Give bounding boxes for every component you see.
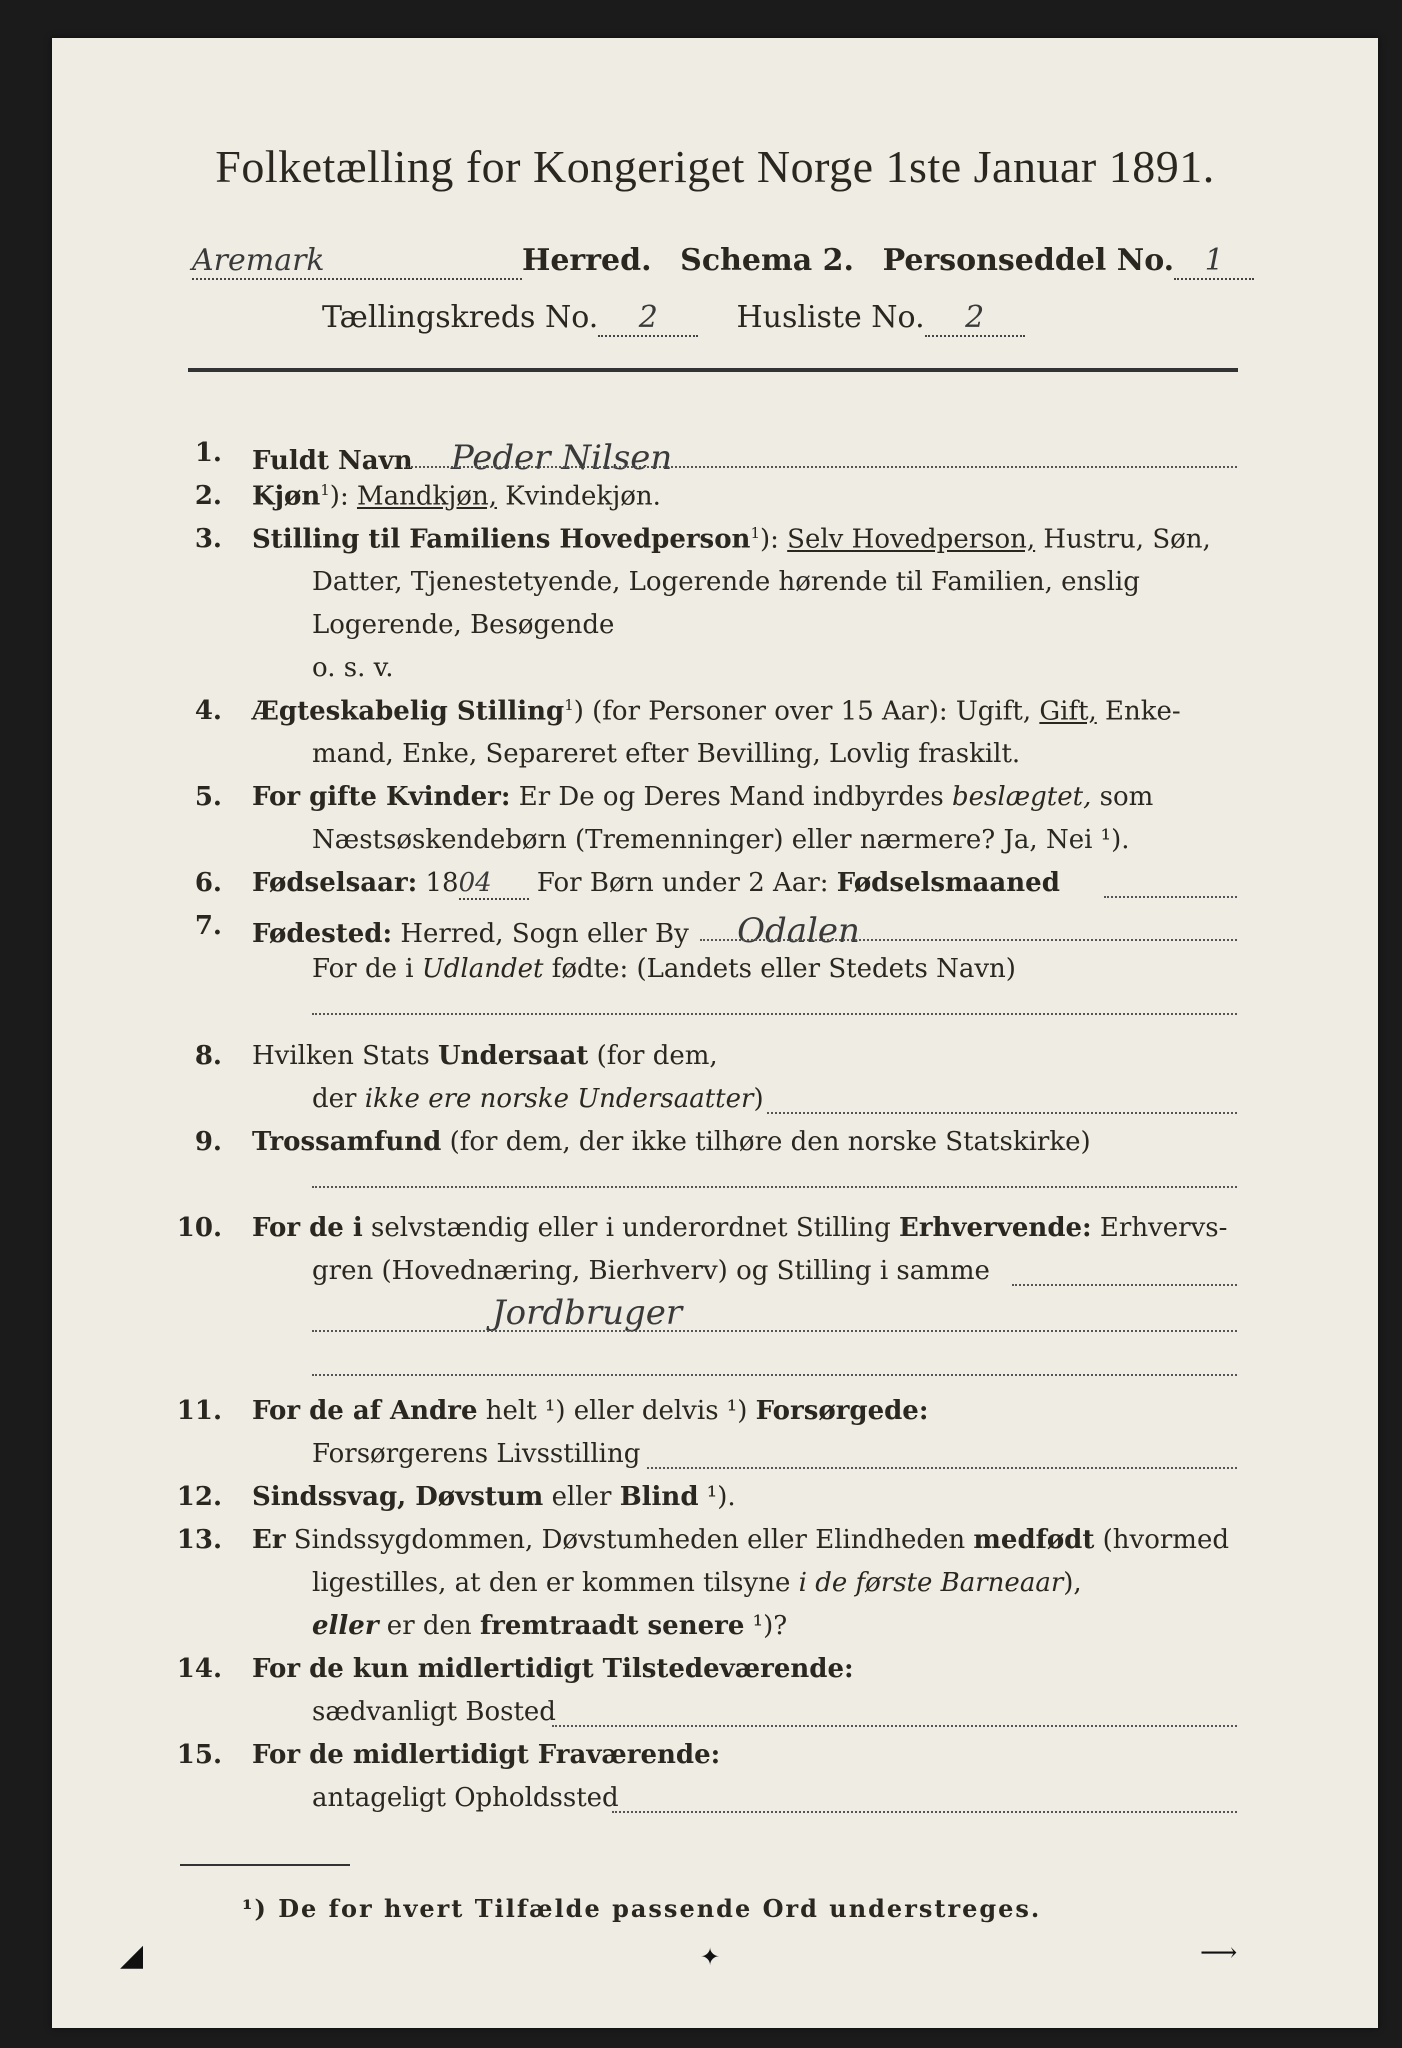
q2-label: Kjøn: [252, 481, 321, 512]
q12-label2: Blind: [619, 1482, 699, 1512]
q8-row: [252, 1041, 718, 1071]
husliste-value: 2: [925, 300, 1025, 337]
q2-sup: 1: [320, 481, 330, 499]
kreds-line: [322, 300, 1025, 337]
q6-rest: For Børn under 2 Aar:: [528, 868, 837, 898]
q13-line3: [312, 1611, 787, 1641]
q3-number: 3.: [194, 524, 222, 554]
q13-label2: medfødt: [973, 1525, 1095, 1555]
q4-row: [252, 696, 1181, 727]
q5-label: For gifte Kvinder:: [252, 782, 511, 812]
q9-label: Trossamfund: [252, 1127, 442, 1157]
q9-fill-line: [312, 1186, 1237, 1188]
q3-row: [252, 524, 1211, 555]
q8-rest-a: Hvilken Stats: [252, 1041, 438, 1071]
q13-rest2: (hvormed: [1094, 1525, 1229, 1555]
q8-line2-italic: ikke ere norske Undersaatter: [364, 1084, 754, 1114]
census-form-sheet: [52, 38, 1378, 2028]
q8-line2: [312, 1084, 764, 1114]
q2-rest-a: ):: [329, 481, 357, 512]
q7-label: Fødested:: [252, 919, 393, 949]
personseddel-value: 1: [1174, 243, 1254, 280]
q12-number: 12.: [176, 1482, 222, 1512]
q11-label2: Forsørgede:: [755, 1396, 929, 1426]
q3-rest: Hustru, Søn,: [1035, 524, 1211, 555]
q5-number: 5.: [194, 782, 222, 812]
husliste-label: Husliste No.: [736, 300, 925, 335]
q13-line2-italic: i de første Barneaar: [798, 1568, 1064, 1598]
q2-selected: Mandkjøn,: [356, 481, 497, 512]
q7-line2-italic: Udlandet: [421, 954, 544, 984]
q10-number: 10.: [176, 1213, 222, 1243]
q14-fill-line: [552, 1725, 1237, 1727]
q7-line2-b: fødte: (Landets eller Stedets Navn): [543, 954, 1016, 984]
q11-rest: helt ¹) eller delvis ¹): [477, 1396, 756, 1426]
q10-label2: Erhvervende:: [899, 1213, 1092, 1243]
q6-label2: Fødselsmaaned: [836, 868, 1060, 898]
footnote: ¹) De for hvert Tilfælde passende Ord understreges.: [242, 1894, 1042, 1923]
q13-line2-a: ligestilles, at den er kommen tilsyne: [312, 1568, 799, 1598]
corner-mark-left: ◢: [120, 1938, 144, 1973]
q4-rest-a: ) (for Personer over 15 Aar): Ugift,: [573, 696, 1040, 727]
q13-number: 13.: [176, 1525, 222, 1555]
q7-fill-line: [700, 939, 1237, 941]
q10-fill-line-3: [312, 1374, 1237, 1376]
q1-label: Fuldt Navn: [252, 446, 413, 476]
q7-line2: [312, 954, 1016, 984]
q12-rest2: ¹).: [698, 1482, 736, 1512]
q7-extra-line: [312, 1013, 1237, 1015]
q4-number: 4.: [194, 696, 222, 726]
q3-sup: 1: [750, 524, 760, 542]
q1-number: 1.: [194, 438, 222, 468]
q6-row: [252, 868, 1060, 900]
q9-rest: (for dem, der ikke tilhøre den norske Statskirke): [441, 1127, 1091, 1157]
q11-row: [252, 1396, 928, 1426]
q6-number: 6.: [194, 868, 222, 898]
q3-line2: Datter, Tjenestetyende, Logerende hørende til Familien, enslig: [312, 567, 1140, 597]
header-rule: [188, 368, 1238, 372]
q10-rest: selvstændig eller i underordnet Stilling: [362, 1213, 899, 1243]
q12-rest: eller: [543, 1482, 620, 1512]
q7-rest: Herred, Sogn eller By: [392, 919, 689, 949]
q10-row: [252, 1213, 1227, 1243]
q15-fill-line: [612, 1811, 1237, 1813]
q4-sup: 1: [564, 696, 574, 714]
q4-rest-b: Enke-: [1096, 696, 1181, 727]
herred-label: Herred.: [522, 243, 652, 278]
q2-row: [252, 481, 661, 512]
q5-row: [252, 782, 1153, 812]
q9-row: [252, 1127, 1091, 1157]
q3-label: Stilling til Familiens Hovedperson: [252, 524, 751, 555]
q13-label: Er: [252, 1525, 286, 1555]
q14-line2: sædvanligt Bosted: [312, 1697, 556, 1727]
corner-mark-center: ✦: [700, 1943, 721, 1971]
q13-rest: Sindssygdommen, Døvstumheden eller Elindheden: [285, 1525, 974, 1555]
schema-label: Schema 2.: [680, 243, 854, 278]
form-title: Folketælling for Kongeriget Norge 1ste Januar 1891.: [215, 141, 1215, 192]
q13-line2-b: ),: [1063, 1568, 1082, 1598]
q1-value: Peder Nilsen: [450, 438, 673, 478]
q4-line2: mand, Enke, Separeret efter Bevilling, Lovlig fraskilt.: [312, 739, 1021, 769]
q2-number: 2.: [194, 481, 222, 511]
q11-number: 11.: [176, 1396, 222, 1426]
q1-fill-line: [407, 466, 1237, 468]
q5-rest: Er De og Deres Mand indbyrdes: [510, 782, 953, 812]
q8-number: 8.: [194, 1041, 222, 1071]
q4-label: Ægteskabelig Stilling: [252, 696, 565, 727]
q3-line3: Logerende, Besøgende: [312, 610, 615, 640]
q11-fill-line: [647, 1467, 1237, 1469]
q1-row: [252, 438, 672, 478]
q5-rest2: som: [1091, 782, 1154, 812]
kreds-value: 2: [598, 300, 698, 337]
q15-line2: antageligt Opholdssted: [312, 1783, 619, 1813]
q10-line2: gren (Hovednæring, Bierhverv) og Stilling i samme: [312, 1256, 990, 1286]
q7-value: Odalen: [737, 911, 860, 951]
q14-number: 14.: [176, 1654, 222, 1684]
q13-row: [252, 1525, 1229, 1555]
q3-selected: Selv Hovedperson,: [787, 524, 1036, 555]
q6-prefix: 18: [417, 868, 459, 898]
q4-selected: Gift,: [1039, 696, 1097, 727]
q14-label: For de kun midlertidigt Tilstedeværende:: [252, 1654, 854, 1684]
q3-colon: ):: [760, 524, 788, 555]
kreds-label: Tællingskreds No.: [322, 300, 599, 335]
q8-line2-a: der: [312, 1084, 365, 1114]
q7-row: [252, 911, 860, 951]
q12-label: Sindssvag, Døvstum: [252, 1482, 544, 1512]
q8-rest-b: (for dem,: [588, 1041, 718, 1071]
q10-label: For de i: [252, 1213, 363, 1243]
q11-label: For de af Andre: [252, 1396, 478, 1426]
q8-fill-line: [767, 1112, 1237, 1114]
q13-line2: [312, 1568, 1082, 1598]
q15-label: For de midlertidigt Fraværende:: [252, 1740, 721, 1770]
q13-line3-a: er den: [378, 1611, 480, 1641]
q5-italic: beslægtet,: [952, 782, 1092, 812]
q12-row: [252, 1482, 736, 1512]
q10-fill-line-1: [1012, 1284, 1237, 1286]
corner-mark-right: ⟶: [1200, 1938, 1238, 1968]
q13-line3-b: fremtraadt senere: [479, 1611, 745, 1641]
q8-label: Undersaat: [437, 1041, 589, 1071]
q5-line2: Næstsøskendebørn (Tremenninger) eller nærmere? Ja, Nei ¹).: [312, 825, 1130, 855]
herred-value: Aremark: [192, 243, 522, 280]
q7-number: 7.: [194, 911, 222, 941]
q10-value: Jordbruger: [492, 1293, 683, 1333]
q10-fill-line-2: [312, 1330, 1237, 1332]
q6-value: 04: [459, 868, 529, 900]
q15-number: 15.: [176, 1740, 222, 1770]
q10-rest2: Erhvervs-: [1091, 1213, 1228, 1243]
q6-label: Fødselsaar:: [252, 868, 418, 898]
q8-line2-b: ): [753, 1084, 764, 1114]
q9-number: 9.: [194, 1127, 222, 1157]
q13-line3-c: ¹)?: [744, 1611, 788, 1641]
q2-rest-b: Kvindekjøn.: [496, 481, 661, 512]
personseddel-label: Personseddel No.: [882, 243, 1175, 278]
herred-line: [192, 243, 1254, 280]
q6-fill-line: [1104, 896, 1237, 898]
q11-line2: Forsørgerens Livsstilling: [312, 1439, 641, 1469]
q3-line4: o. s. v.: [312, 653, 394, 683]
q13-line3-italic: eller: [312, 1611, 379, 1641]
footnote-rule: [180, 1864, 350, 1866]
q7-line2-a: For de i: [312, 954, 422, 984]
